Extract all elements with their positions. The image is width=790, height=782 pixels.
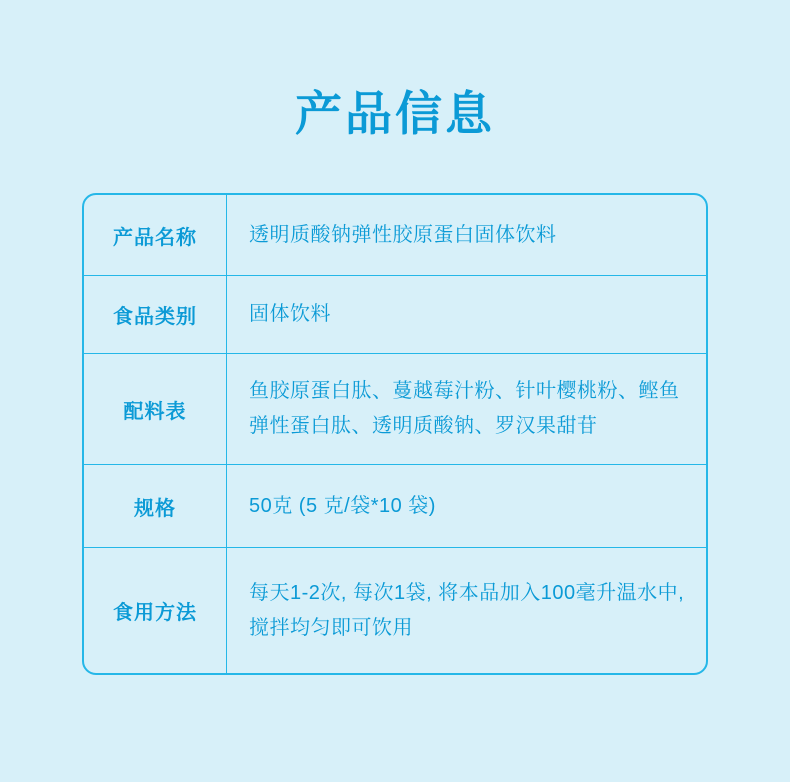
row-label-product-name: 产品名称: [84, 195, 227, 275]
row-label-usage: 食用方法: [84, 548, 227, 673]
product-info-table: [82, 193, 708, 675]
table-row: [84, 548, 706, 673]
row-label-ingredients: 配料表: [84, 354, 227, 464]
row-label-food-category: 食品类别: [84, 276, 227, 353]
table-row: [84, 465, 706, 548]
page-title: 产品信息: [295, 87, 495, 140]
row-value-product-name: 透明质酸钠弹性胶原蛋白固体饮料: [249, 223, 557, 246]
row-label-specification: 规格: [84, 465, 227, 547]
table-row: [84, 354, 706, 465]
row-value-usage: 每天1-2次, 每次1袋, 将本品加入100毫升温水中, 搅拌均匀即可饮用: [249, 581, 685, 639]
table-row: [84, 276, 706, 354]
row-value-food-category: 固体饮料: [249, 303, 331, 325]
table-row: [84, 195, 706, 276]
row-value-specification: 50克 (5 克/袋*10 袋): [249, 494, 436, 517]
row-value-ingredients: 鱼胶原蛋白肽、蔓越莓汁粉、针叶樱桃粉、鲣鱼弹性蛋白肽、透明质酸钠、罗汉果甜苷: [249, 380, 680, 437]
